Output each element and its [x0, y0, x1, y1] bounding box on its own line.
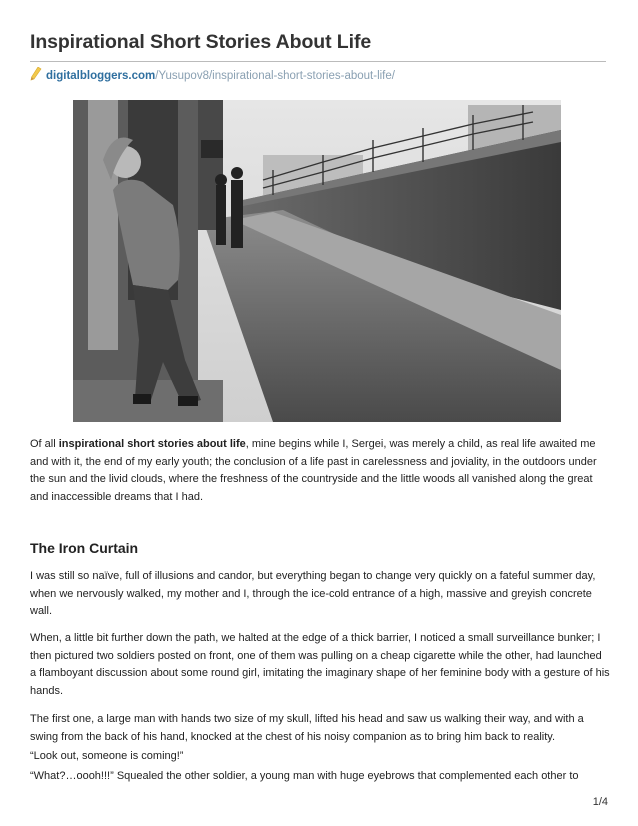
- source-path: /Yusupov8/inspirational-short-stories-about-life/: [155, 70, 395, 82]
- pencil-icon: [30, 67, 42, 81]
- paragraph-5: “What?…oooh!!!” Squealed the other soldier, a young man with huge eyebrows that complemented each other to: [30, 770, 579, 782]
- paragraph-3: The first one, a large man with hands two size of my skull, lifted his head and saw us walking their way, and with a swing from the back of his hand, knocked at the chest of his noisy companion as to bring him back to reality.: [30, 713, 584, 743]
- title-divider: [30, 61, 606, 62]
- paragraph-1: I was still so naïve, full of illusions and candor, but everything began to change very quickly on a fateful summer day, when we nervously walked, my mother and I, through the ice-cold entrance of a high, massive and greyish concrete wall.: [30, 570, 596, 617]
- source-domain-link[interactable]: digitalbloggers.com: [46, 70, 156, 82]
- section-heading: The Iron Curtain: [30, 540, 139, 556]
- page-number: 1/4: [592, 796, 608, 808]
- article-photo: [73, 100, 561, 422]
- intro-paragraph: Of all inspirational short stories about life, mine begins while I, Sergei, was merely a child, as real life awaited me and with it, the end of my early youth; the conclusion of a life past in carelessness and joviality, in the outdoors under the sun and the livid clouds, where the freshness of the countryside and the little woods all vanished along the great and inaccessible dreams that I had.: [30, 438, 597, 503]
- page-title: Inspirational Short Stories About Life: [30, 31, 372, 53]
- intro-keyword: inspirational short stories about life: [58, 438, 246, 450]
- paragraph-4: “Look out, someone is coming!”: [30, 750, 184, 762]
- paragraph-2: When, a little bit further down the path, we halted at the edge of a thick barrier, I noticed a small surveillance bunker; I then pictured two soldiers posted on front, one of them was pulling on a cheap cigarette while the other, had launched a flamboyant discussion about some round girl, imitating the imaginary shape of her feminine body with a gesture of his hands.: [30, 632, 610, 697]
- source-line: [30, 67, 395, 84]
